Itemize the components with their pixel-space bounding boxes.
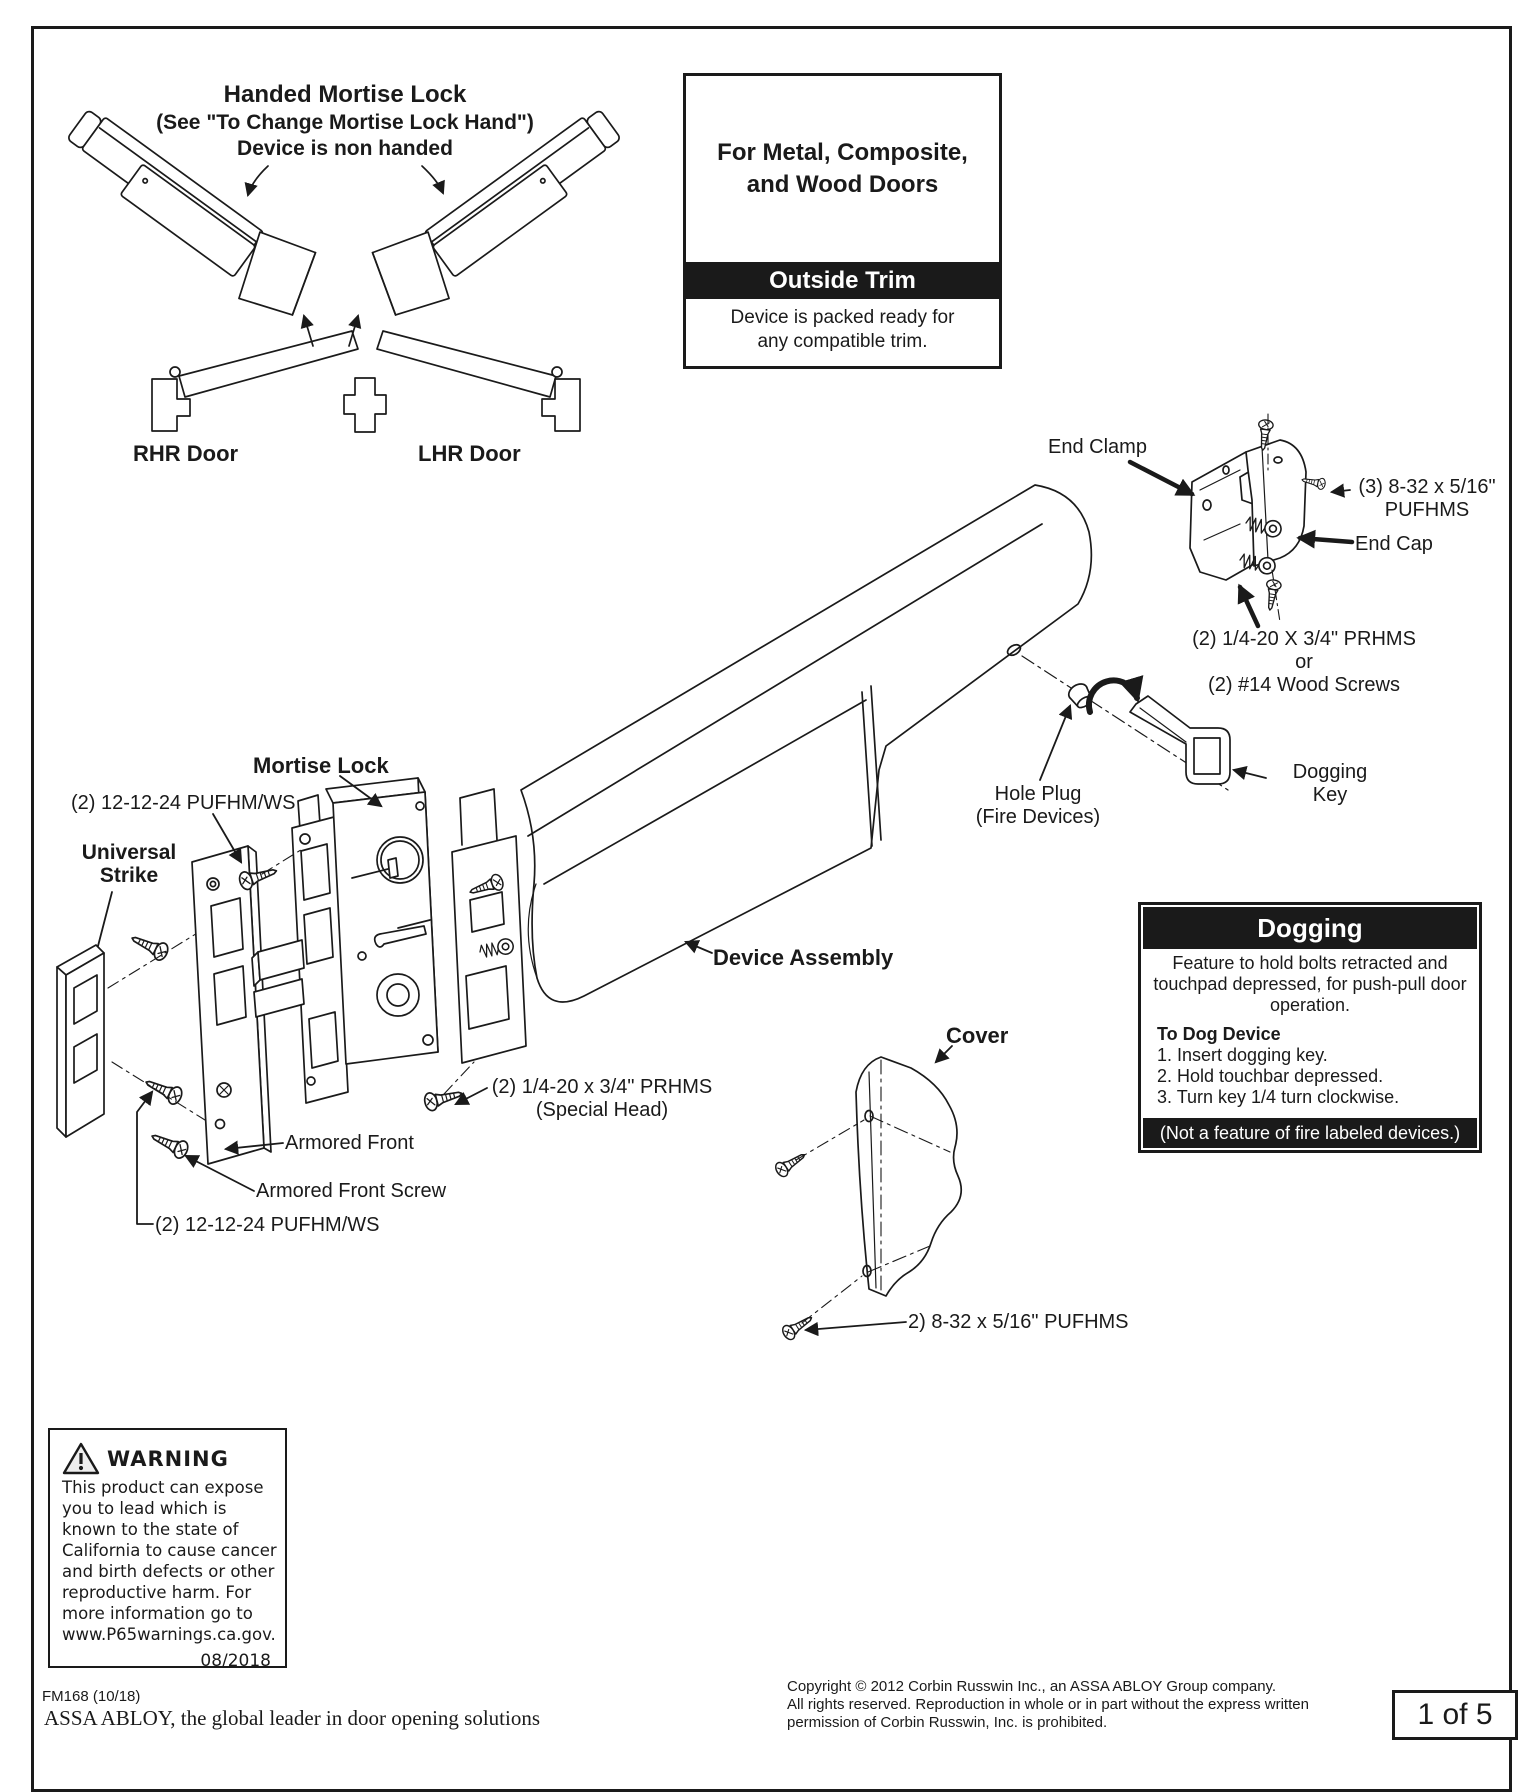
title-line-3: Device is non handed [237,137,453,160]
touchbar-drawing [521,485,1091,1002]
callout-end-clamp: End Clamp [1048,436,1147,458]
screw-icon [1263,579,1282,611]
door-types-box [683,73,1002,369]
callout-armored-front: Armored Front [285,1132,414,1154]
warning-date: 08/2018 [200,1651,271,1671]
callout-universal-strike-line1: Universal [81,841,177,864]
callout-quarter-line2: (2) #14 Wood Screws [1208,674,1400,696]
dogging-step-1: 1. Insert dogging key. [1157,1045,1328,1065]
screw-icon [148,1128,190,1160]
callout-quarter-line1: (2) 1/4-20 X 3/4" PRHMS or [1192,628,1416,673]
callout-8-32-line2: PUFHMS [1384,499,1470,521]
title-line-2: (See "To Change Mortise Lock Hand") [156,111,534,134]
door-box-note [686,299,999,366]
chassis-drawing [452,789,526,1063]
dogging-body-line3: operation. [1269,995,1351,1015]
page-indicator: 1 of 5 [1392,1690,1518,1740]
dogging-step-2: 2. Hold touchbar depressed. [1157,1066,1384,1086]
dogging-info-box [1138,902,1482,1153]
end-clamp-drawing [1190,452,1256,580]
dogging-box-footer: (Not a feature of fire labeled devices.) [1143,1118,1477,1148]
brand-tagline: ASSA ABLOY, the global leader in door opening solutions [44,1706,541,1730]
rhr-door-label: RHR Door [133,441,239,466]
dogging-body-line1: Feature to hold bolts retracted and [1172,953,1448,973]
door-frame-illustration [152,316,580,432]
copyright-line3: permission of Corbin Russwin, Inc. is prohibited. [787,1714,1108,1731]
screw-icon [142,1074,184,1106]
cover-screws [773,1120,864,1342]
callout-universal-strike-line2: Strike [99,864,159,887]
warning-triangle-icon [62,1442,100,1475]
callout-8-32-screws [1348,476,1506,522]
door-box-title-line1: For Metal, Composite, [717,139,968,166]
callout-prhms-special-line2: (Special Head) [535,1099,669,1121]
warning-body: This product can expose you to lead which is known to the state of California to cause cancer and birth defects or other reproductive harm. For more information go to www.P65warnings.ca.gov. [62,1478,277,1644]
callout-dogging-key [1270,761,1390,807]
callout-prhms-special [485,1076,719,1122]
copyright-line2: All rights reserved. Reproduction in whole or in part without the express written [787,1696,1309,1713]
warning-header [62,1442,285,1475]
rotation-arrow-icon [1089,680,1137,712]
dogging-key-drawing [1130,696,1230,784]
callout-armored-front-screw: Armored Front Screw [256,1180,447,1202]
warning-box [48,1428,287,1671]
document-number: FM168 (10/18) [42,1688,141,1705]
callout-quarter-screws [1182,628,1426,697]
callout-hole-plug-line1: Hole Plug [994,783,1082,805]
screw-icon [773,1148,808,1178]
door-box-title-line2: and Wood Doors [746,171,939,198]
copyright-block [787,1678,1309,1732]
callout-mortise-lock: Mortise Lock [253,753,389,778]
end-cap-drawing [1246,440,1306,566]
callout-prhms-special-line1: (2) 1/4-20 x 3/4" PRHMS [491,1076,713,1098]
screw-icon [423,1085,464,1112]
special-head-screw [423,1062,474,1112]
title-leader-arrows [248,166,443,195]
warning-title: WARNING [107,1446,229,1471]
door-box-note-line2: any compatible trim. [757,331,928,352]
outside-trim-bar: Outside Trim [686,262,999,299]
dogging-box-body [1141,951,1479,1116]
dogging-body-line2: touchpad depressed, for push-pull door [1153,974,1467,994]
callout-8-32-line1: (3) 8-32 x 5/16" [1358,476,1496,498]
callout-pufhms-cover: 2) 8-32 x 5/16" PUFHMS [908,1311,1129,1333]
universal-strike-drawing [57,945,104,1137]
callout-end-cap: End Cap [1355,533,1433,555]
door-box-note-line1: Device is packed ready for [730,307,955,328]
callout-dogging-key-line2: Key [1312,784,1348,806]
title-line-1: Handed Mortise Lock [223,81,467,108]
dogging-step-3: 3. Turn key 1/4 turn clockwise. [1157,1087,1400,1107]
copyright-line1: Copyright © 2012 Corbin Russwin Inc., an ASSA ABLOY Group company. [787,1678,1277,1695]
cover-drawing [856,1057,961,1296]
callout-pufhm-bottom: (2) 12-12-24 PUFHM/WS [155,1214,380,1236]
callout-pufhm-top: (2) 12-12-24 PUFHM/WS [71,792,296,814]
door-box-title [686,76,999,262]
dogging-box-title: Dogging [1143,907,1477,949]
callout-hole-plug [958,783,1118,829]
callout-hole-plug-line2: (Fire Devices) [975,806,1101,828]
page-title [155,80,535,162]
callout-dogging-key-line1: Dogging [1292,761,1368,783]
screw-icon [128,930,170,962]
callout-cover: Cover [946,1023,1009,1048]
callout-device-assembly: Device Assembly [713,945,894,970]
lhr-door-label: LHR Door [418,441,521,466]
dogging-subhead: To Dog Device [1157,1024,1281,1044]
callout-universal-strike [75,841,183,887]
